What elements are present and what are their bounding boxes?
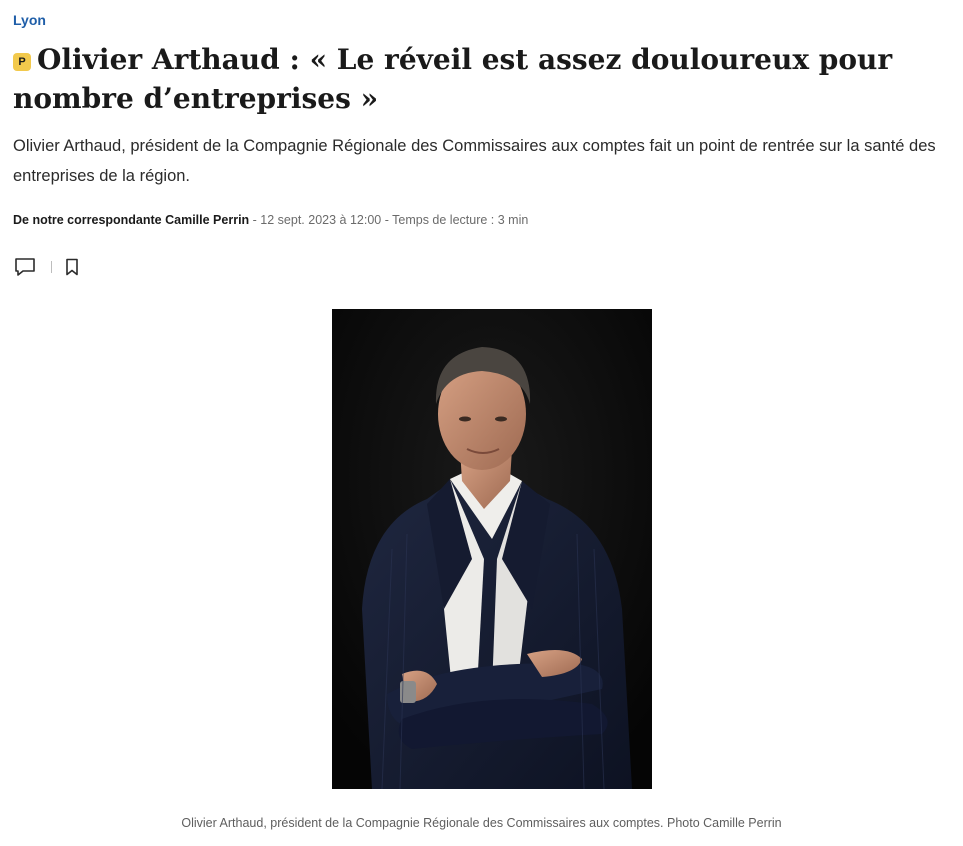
byline-author: De notre correspondante Camille Perrin	[13, 213, 250, 227]
article-title-text: Olivier Arthaud : « Le réveil est assez douloureux pour nombre d’entreprises »	[13, 43, 893, 115]
premium-badge: P	[13, 53, 31, 71]
article-actions	[13, 256, 80, 278]
byline-separator: -	[381, 213, 393, 227]
byline-separator: -	[249, 213, 261, 227]
photo-caption: Olivier Arthaud, président de la Compagnie Régionale des Commissaires aux comptes. Photo Camille Perrin	[181, 816, 782, 830]
byline-date: 12 sept. 2023 à 12:00	[260, 213, 382, 227]
bookmark-icon	[65, 258, 79, 276]
actions-divider	[51, 261, 52, 273]
portrait-illustration	[332, 309, 652, 789]
bookmark-button[interactable]	[64, 256, 80, 278]
byline	[13, 213, 528, 227]
comment-icon	[14, 257, 36, 277]
article-photo	[332, 309, 652, 789]
comment-button[interactable]	[13, 256, 37, 278]
article-title	[13, 40, 948, 118]
byline-reading-time: Temps de lecture : 3 min	[392, 213, 529, 227]
section-link-lyon[interactable]: Lyon	[13, 12, 46, 28]
article-lead: Olivier Arthaud, président de la Compagnie Régionale des Commissaires aux comptes fait un point de rentrée sur la santé des entreprises de la région.	[13, 137, 936, 185]
